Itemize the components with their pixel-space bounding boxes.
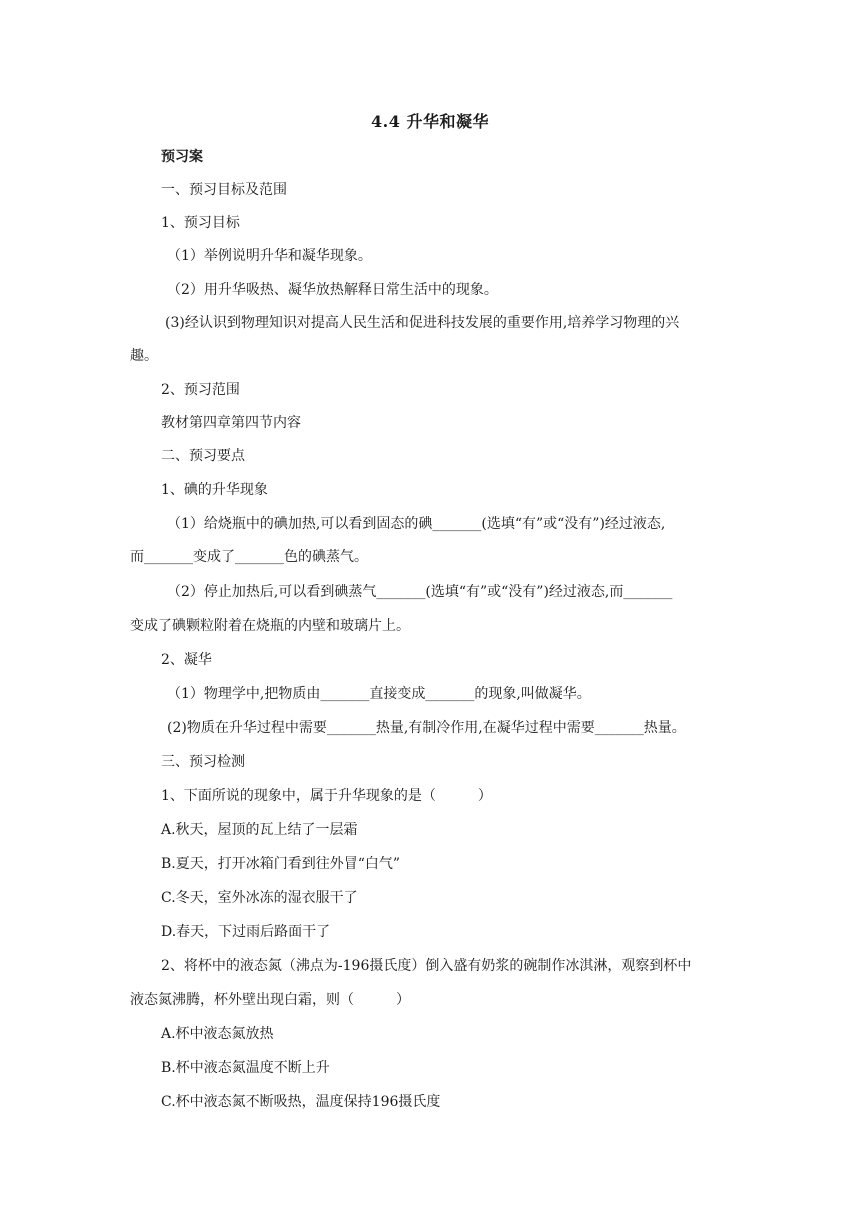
iodine-item-2: （2）停止加热后,可以看到碘蒸气_______(选填“有”或“没有”)经过液态,而_______ (167, 584, 673, 600)
subheading-deposition: 2、凝华 (161, 652, 212, 668)
iodine-item-1-continued: 而_______变成了_______色的碘蒸气。 (130, 549, 368, 565)
document-title: 4.4 升华和凝华 (371, 112, 489, 131)
scope-text: 教材第四章第四节内容 (161, 415, 301, 431)
subheading-iodine: 1、碘的升华现象 (161, 482, 268, 498)
question-2: 2、将杯中的液态氮（沸点为-196摄氏度）倒入盛有奶浆的碗制作冰淇淋，观察到杯中 (161, 958, 692, 974)
question-2-option-a: A.杯中液态氮放热 (161, 1026, 274, 1042)
question-2-option-c: C.杯中液态氮不断吸热，温度保持196摄氏度 (161, 1094, 441, 1110)
iodine-item-2-continued: 变成了碘颗粒附着在烧瓶的内壁和玻璃片上。 (130, 618, 410, 634)
deposition-item-2: (2)物质在升华过程中需要_______热量,有制冷作用,在凝华过程中需要_______热量。 (167, 720, 686, 736)
subheading-scope: 2、预习范围 (161, 382, 240, 398)
question-1-option-b: B.夏天，打开冰箱门看到往外冒“白气” (161, 856, 401, 872)
question-2-option-b: B.杯中液态氮温度不断上升 (161, 1060, 330, 1076)
section-heading-keypoints: 二、预习要点 (161, 448, 245, 464)
question-2-continued: 液态氮沸腾，杯外壁出现白霜，则（ ） (130, 992, 410, 1008)
question-1-option-d: D.春天，下过雨后路面干了 (161, 924, 331, 940)
goal-item-3-continued: 趣。 (130, 348, 158, 364)
question-1-option-c: C.冬天，室外冰冻的湿衣服干了 (161, 890, 358, 906)
question-1: 1、下面所说的现象中，属于升华现象的是（ ） (161, 788, 492, 804)
question-1-option-a: A.秋天，屋顶的瓦上结了一层霜 (161, 822, 358, 838)
section-heading-goals: 一、预习目标及范围 (161, 182, 287, 198)
goal-item-2: （2）用升华吸热、凝华放热解释日常生活中的现象。 (167, 282, 498, 298)
iodine-item-1: （1）给烧瓶中的碘加热,可以看到固态的碘_______(选填“有”或“没有”)经过液态, (167, 516, 666, 532)
subheading-goals: 1、预习目标 (161, 215, 240, 231)
deposition-item-1: （1）物理学中,把物质由_______直接变成_______的现象,叫做凝华。 (167, 686, 591, 702)
goal-item-1: （1）举例说明升华和凝华现象。 (167, 248, 372, 264)
section-heading-preview: 预习案 (161, 149, 203, 165)
section-heading-check: 三、预习检测 (161, 754, 245, 770)
goal-item-3: (3)经认识到物理知识对提高人民生活和促进科技发展的重要作用,培养学习物理的兴 (165, 315, 680, 331)
